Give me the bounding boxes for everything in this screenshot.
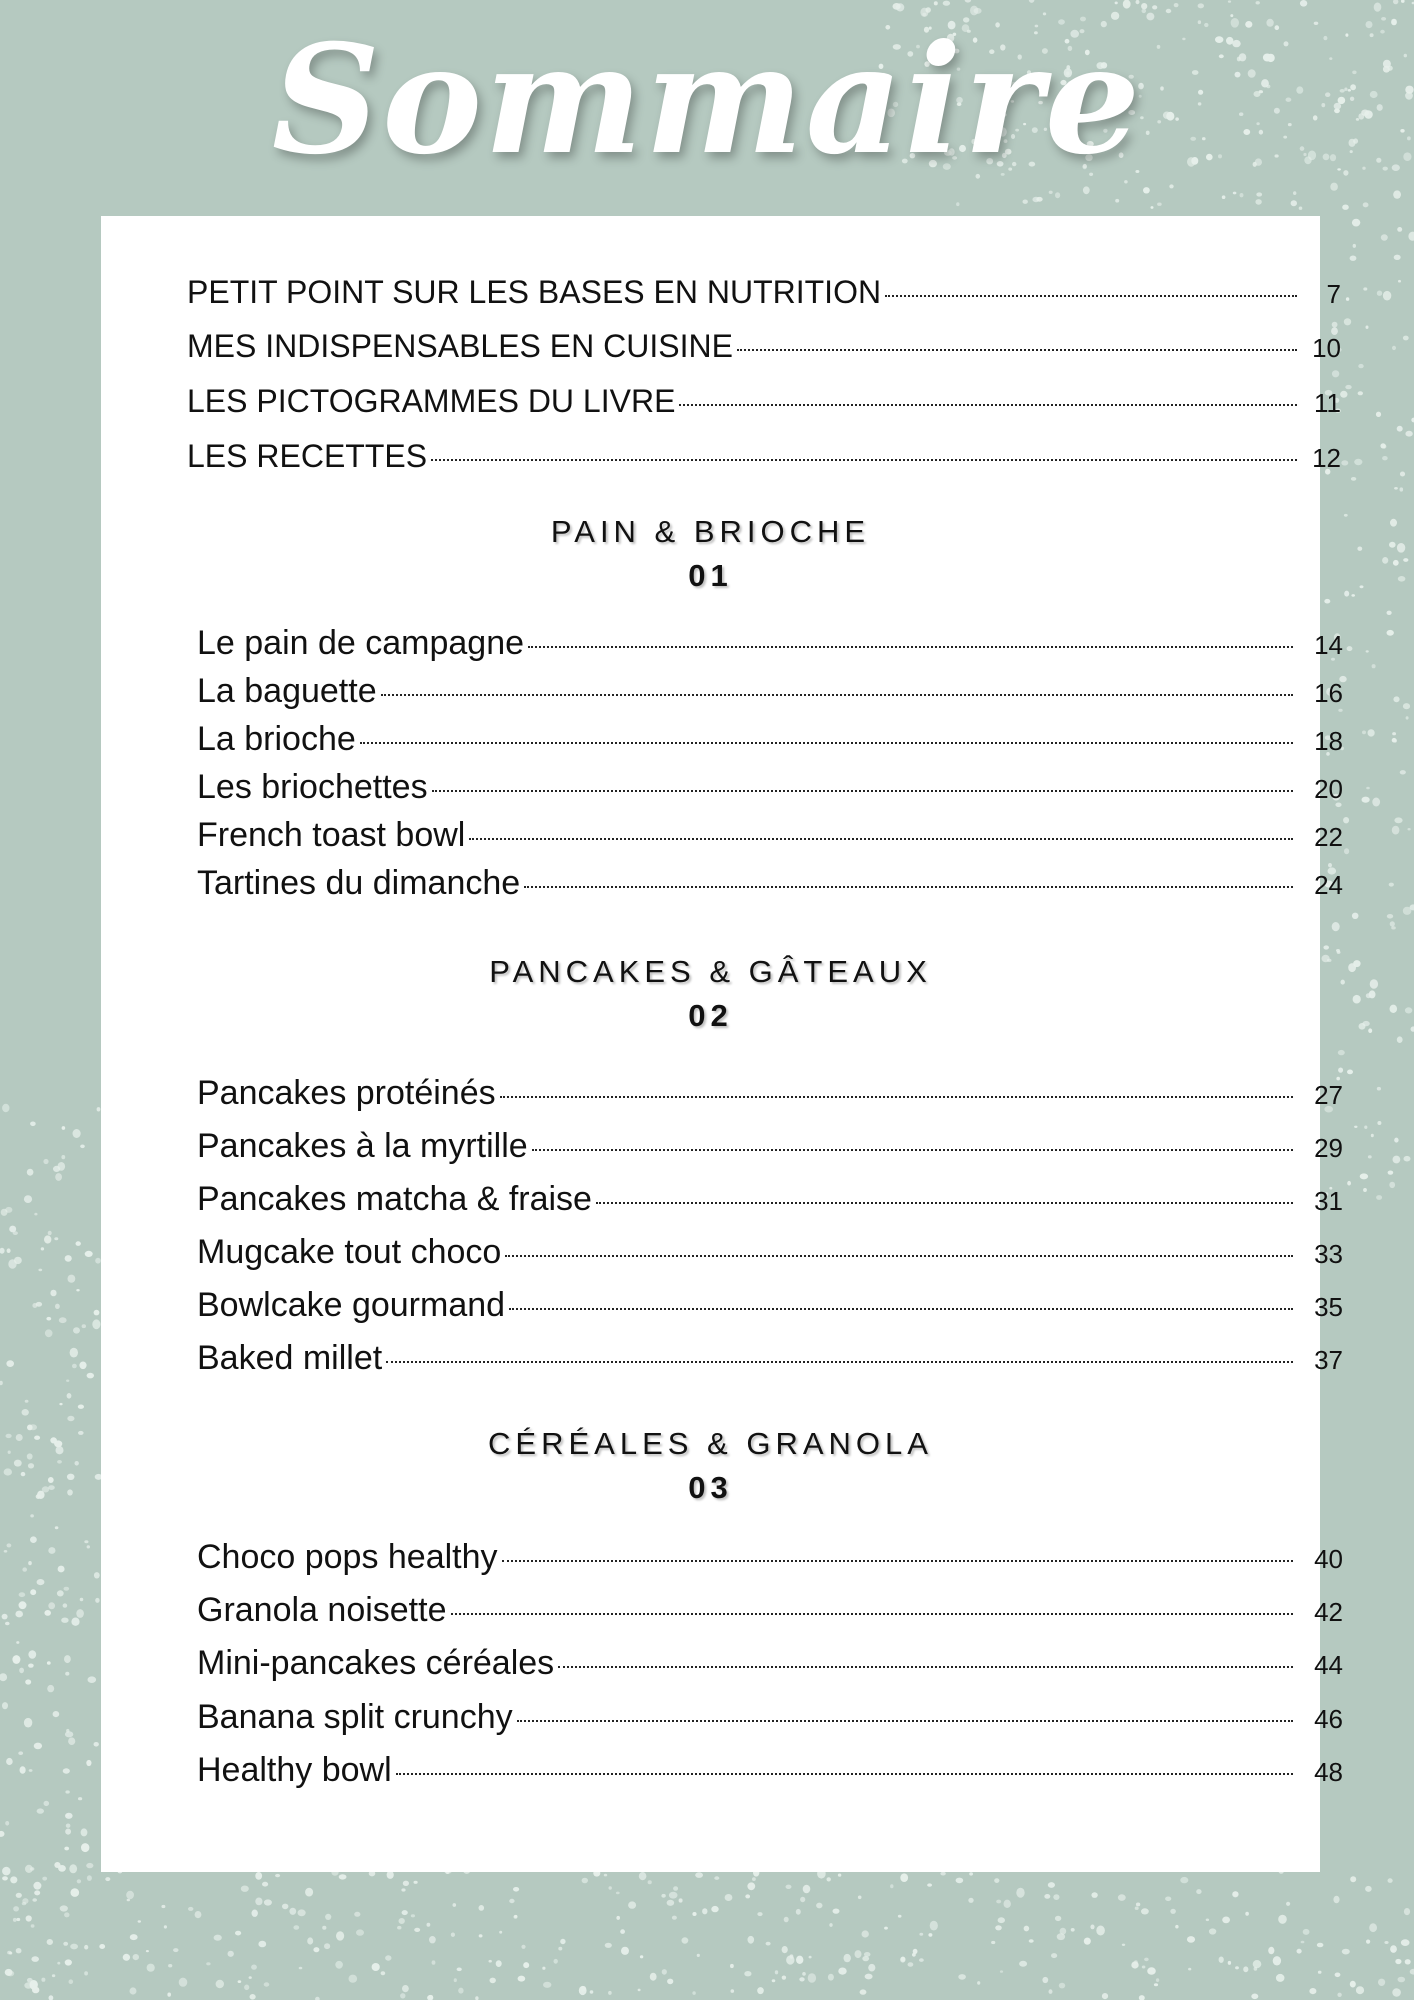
toc-item[interactable] [197,1644,1343,1690]
toc-page-number: 14 [1314,630,1343,660]
section-title: CÉRÉALES & GRANOLA [488,1426,933,1461]
toc-item-label: LES RECETTES [187,438,428,474]
toc-item-label: La baguette [197,672,377,710]
toc-item[interactable] [197,816,1343,862]
dot-leader [737,349,1297,351]
toc-item[interactable] [197,1591,1343,1637]
toc-item-intro[interactable] [187,274,1341,318]
page-title: Sommaire [271,12,1143,188]
toc-item-intro[interactable] [187,383,1341,427]
toc-page-number: 12 [1312,443,1341,473]
dot-leader [469,838,1293,840]
dot-leader [532,1149,1293,1151]
dot-leader [505,1255,1293,1257]
toc-item-label: PETIT POINT SUR LES BASES EN NUTRITION [187,274,882,310]
toc-page-number: 31 [1314,1186,1343,1216]
page-title-area [0,0,1414,215]
toc-item[interactable] [197,1286,1343,1332]
toc-page-number: 22 [1314,822,1343,852]
toc-page-number: 37 [1314,1345,1343,1375]
toc-item-label: Mugcake tout choco [197,1233,502,1271]
toc-item[interactable] [197,1127,1343,1173]
toc-item[interactable] [197,720,1343,766]
dot-leader [360,742,1293,744]
dot-leader [517,1720,1293,1722]
dot-leader [885,295,1297,297]
toc-item[interactable] [197,864,1343,910]
section-title: PAIN & BRIOCHE [550,514,871,549]
toc-item[interactable] [197,624,1343,670]
dot-leader [432,790,1293,792]
toc-page-number: 18 [1314,726,1343,756]
toc-item-label: Healthy bowl [197,1751,392,1789]
toc-page-number: 16 [1314,678,1343,708]
toc-page-number: 40 [1314,1544,1343,1574]
dot-leader [502,1560,1293,1562]
toc-page-number: 42 [1314,1597,1343,1627]
dot-leader [500,1096,1293,1098]
toc-page-number: 20 [1314,774,1343,804]
toc-item-label: Tartines du dimanche [197,864,521,902]
dot-leader [451,1613,1294,1615]
section-number: 01 [688,558,733,593]
toc-item-label: Banana split crunchy [197,1698,513,1736]
toc-item-label: Le pain de campagne [197,624,525,662]
toc-page-number: 33 [1314,1239,1343,1269]
toc-item[interactable] [197,1538,1343,1584]
toc-page-number: 11 [1314,388,1341,418]
toc-item[interactable] [197,672,1343,718]
toc-page-number: 48 [1314,1757,1343,1787]
dot-leader [431,459,1297,461]
toc-page-number: 7 [1326,279,1341,309]
dot-leader [396,1773,1293,1775]
toc-item[interactable] [197,1751,1343,1797]
toc-page-number: 46 [1314,1704,1343,1734]
dot-leader [381,694,1293,696]
toc-item[interactable] [197,1339,1343,1385]
toc-item-label: Pancakes à la myrtille [197,1127,528,1165]
toc-item-label: French toast bowl [197,816,466,854]
toc-item[interactable] [197,1233,1343,1279]
toc-item-label: Les briochettes [197,768,428,806]
toc-item-label: La brioche [197,720,356,758]
toc-item[interactable] [197,768,1343,814]
section-title: PANCAKES & GÂTEAUX [489,954,932,989]
toc-item-intro[interactable] [187,438,1341,482]
dot-leader [524,886,1293,888]
dot-leader [386,1361,1293,1363]
dot-leader [509,1308,1293,1310]
dot-leader [528,646,1293,648]
section-number: 03 [688,1470,733,1505]
toc-item[interactable] [197,1074,1343,1120]
toc-page-number: 35 [1314,1292,1343,1322]
section-number: 02 [688,998,733,1033]
toc-page-number: 24 [1314,870,1343,900]
toc-item-label: MES INDISPENSABLES EN CUISINE [187,328,733,364]
toc-item-label: Choco pops healthy [197,1538,498,1576]
toc-item-intro[interactable] [187,328,1341,372]
toc-item-label: Pancakes protéinés [197,1074,496,1112]
dot-leader [558,1666,1293,1668]
dot-leader [596,1202,1293,1204]
toc-panel [101,216,1343,1872]
toc-item-label: Bowlcake gourmand [197,1286,506,1324]
toc-page-number: 10 [1312,333,1341,363]
toc-item-label: Granola noisette [197,1591,447,1629]
toc-item-label: LES PICTOGRAMMES DU LIVRE [187,383,676,419]
toc-page-number: 44 [1314,1650,1343,1680]
toc-item[interactable] [197,1698,1343,1744]
toc-item[interactable] [197,1180,1343,1226]
toc-item-label: Pancakes matcha & fraise [197,1180,592,1218]
toc-page-number: 27 [1314,1080,1343,1110]
toc-item-label: Baked millet [197,1339,383,1377]
toc-page-number: 29 [1314,1133,1343,1163]
dot-leader [679,404,1297,406]
toc-item-label: Mini-pancakes céréales [197,1644,555,1682]
